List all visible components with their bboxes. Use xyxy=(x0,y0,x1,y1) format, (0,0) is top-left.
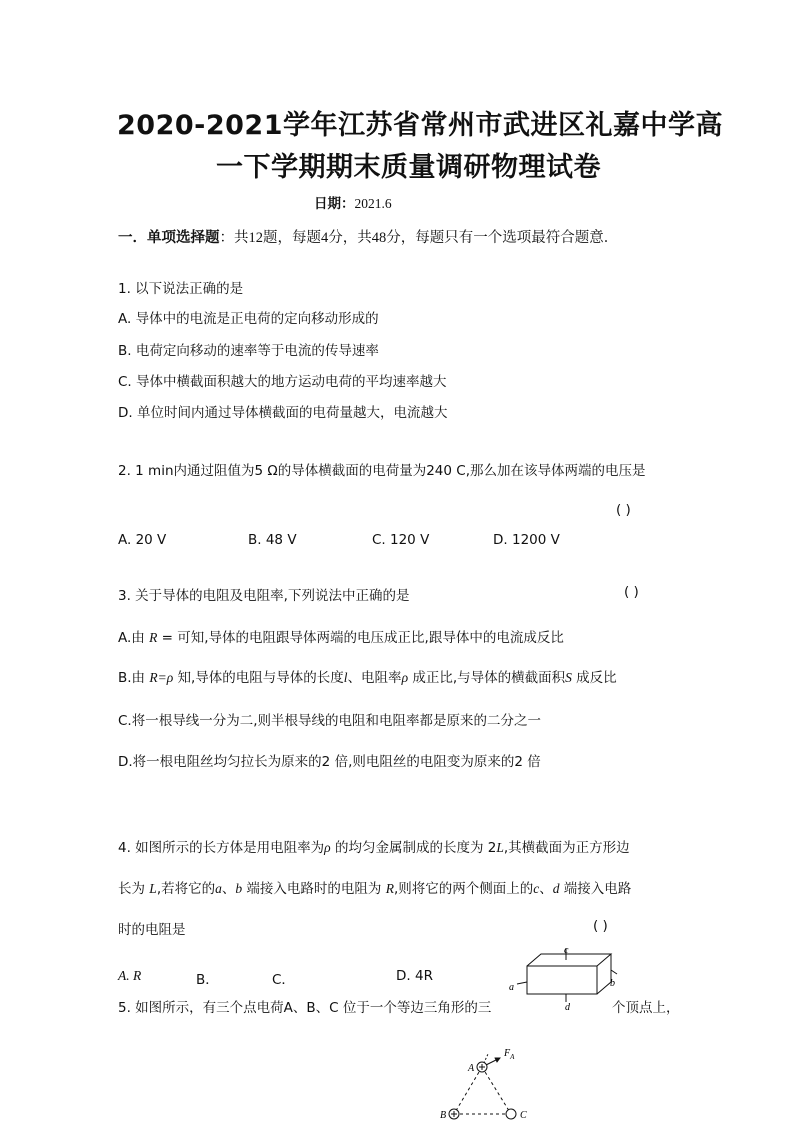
q5-stem: 5. 如图所示，有三个点电荷A、B、C 位于一个等边三角形的三 xyxy=(118,1000,492,1016)
q1-option-b: B. 电荷定向移动的速率等于电流的传导速率 xyxy=(118,343,379,359)
q3-stem: 3. 关于导体的电阻及电阻率,下列说法中正确的是 xyxy=(118,588,410,604)
charge-b xyxy=(449,1109,459,1119)
q3-option-a: A.由 R = 可知,导体的电阻跟导体两端的电压成正比,跟导体中的电流成反比 xyxy=(118,630,564,646)
q3-answer-paren: ( ) xyxy=(624,584,639,600)
q1-option-a: A. 导体中的电流是正电荷的定向移动形成的 xyxy=(118,311,379,327)
lead-line-b xyxy=(611,970,617,974)
q4-option-a: A. R xyxy=(118,968,142,983)
q2-option-d: D. 1200 V xyxy=(493,532,560,548)
label-B: B xyxy=(440,1110,447,1121)
q5-stem-tail: 个顶点上， xyxy=(612,1000,680,1016)
q4-option-d: D. 4R xyxy=(396,968,433,984)
q4-option-b: B． xyxy=(196,972,219,988)
q3-option-b: B.由 R=ρ 知,导体的电阻与导体的长度l、电阻率ρ 成正比,与导体的横截面积S 成反比 xyxy=(118,670,617,686)
cuboid-top-face xyxy=(527,954,611,966)
q2-answer-paren: ( ) xyxy=(616,502,631,518)
charge-c xyxy=(506,1109,516,1119)
label-b: b xyxy=(610,978,615,989)
q3-option-d: D.将一根电阻丝均匀拉长为原来的2 倍,则电阻丝的电阻变为原来的2 倍 xyxy=(118,754,541,770)
q4-answer-paren: ( ) xyxy=(593,918,608,934)
q1-stem: 1. 以下说法正确的是 xyxy=(118,281,244,297)
q2-option-b: B. 48 V xyxy=(248,532,297,548)
exam-date xyxy=(314,192,392,212)
q4-line-1: 4. 如图所示的长方体是用电阻率为ρ 的均匀金属制成的长度为 2L,其横截面为正方形边 xyxy=(118,840,630,856)
section-heading xyxy=(118,226,618,247)
q1-option-c: C. 导体中横截面积越大的地方运动电荷的平均速率越大 xyxy=(118,374,447,390)
date-value: 2021.6 xyxy=(354,196,392,211)
q2-option-a: A. 20 V xyxy=(118,532,167,548)
section-title: 一．单项选择题 xyxy=(118,230,220,246)
q4-option-c: C． xyxy=(272,972,295,988)
edge-ac xyxy=(482,1067,511,1114)
charge-a xyxy=(477,1062,487,1072)
section-desc: ：共12题，每题4分，共48分，每题只有一个选项最符合题意． xyxy=(219,230,619,246)
label-C: C xyxy=(520,1110,527,1121)
label-c: c xyxy=(564,945,569,956)
label-d: d xyxy=(565,1002,570,1013)
title-line-1: 2020-2021学年江苏省常州市武进区礼嘉中学高 xyxy=(117,110,723,141)
label-a: a xyxy=(509,982,514,993)
cuboid-front-face xyxy=(527,966,597,994)
q4-line-3: 时的电阻是 xyxy=(118,922,186,938)
label-A: A xyxy=(468,1063,475,1074)
q4-line-2: 长为 L,若将它的a、b 端接入电路时的电阻为 R,则将它的两个侧面上的c、d 端接入电路 xyxy=(118,881,632,897)
triangle-charges-figure xyxy=(432,1044,542,1123)
edge-ab xyxy=(454,1067,482,1114)
q2-stem: 2. 1 min内通过阻值为5 Ω的导体横截面的电荷量为240 C,那么加在该导体两端的电压是 xyxy=(118,463,646,479)
lead-line-a xyxy=(517,982,527,984)
q3-option-c: C.将一根导线一分为二,则半根导线的电阻和电阻率都是原来的二分之一 xyxy=(118,713,542,729)
q2-option-c: C. 120 V xyxy=(372,532,430,548)
label-force: $F_A$ xyxy=(504,1048,515,1061)
q1-option-d: D. 单位时间内通过导体横截面的电荷量越大，电流越大 xyxy=(118,405,448,421)
title-line-2: 一下学期期末质量调研物理试卷 xyxy=(216,152,601,183)
date-label: 日期： xyxy=(314,196,355,212)
